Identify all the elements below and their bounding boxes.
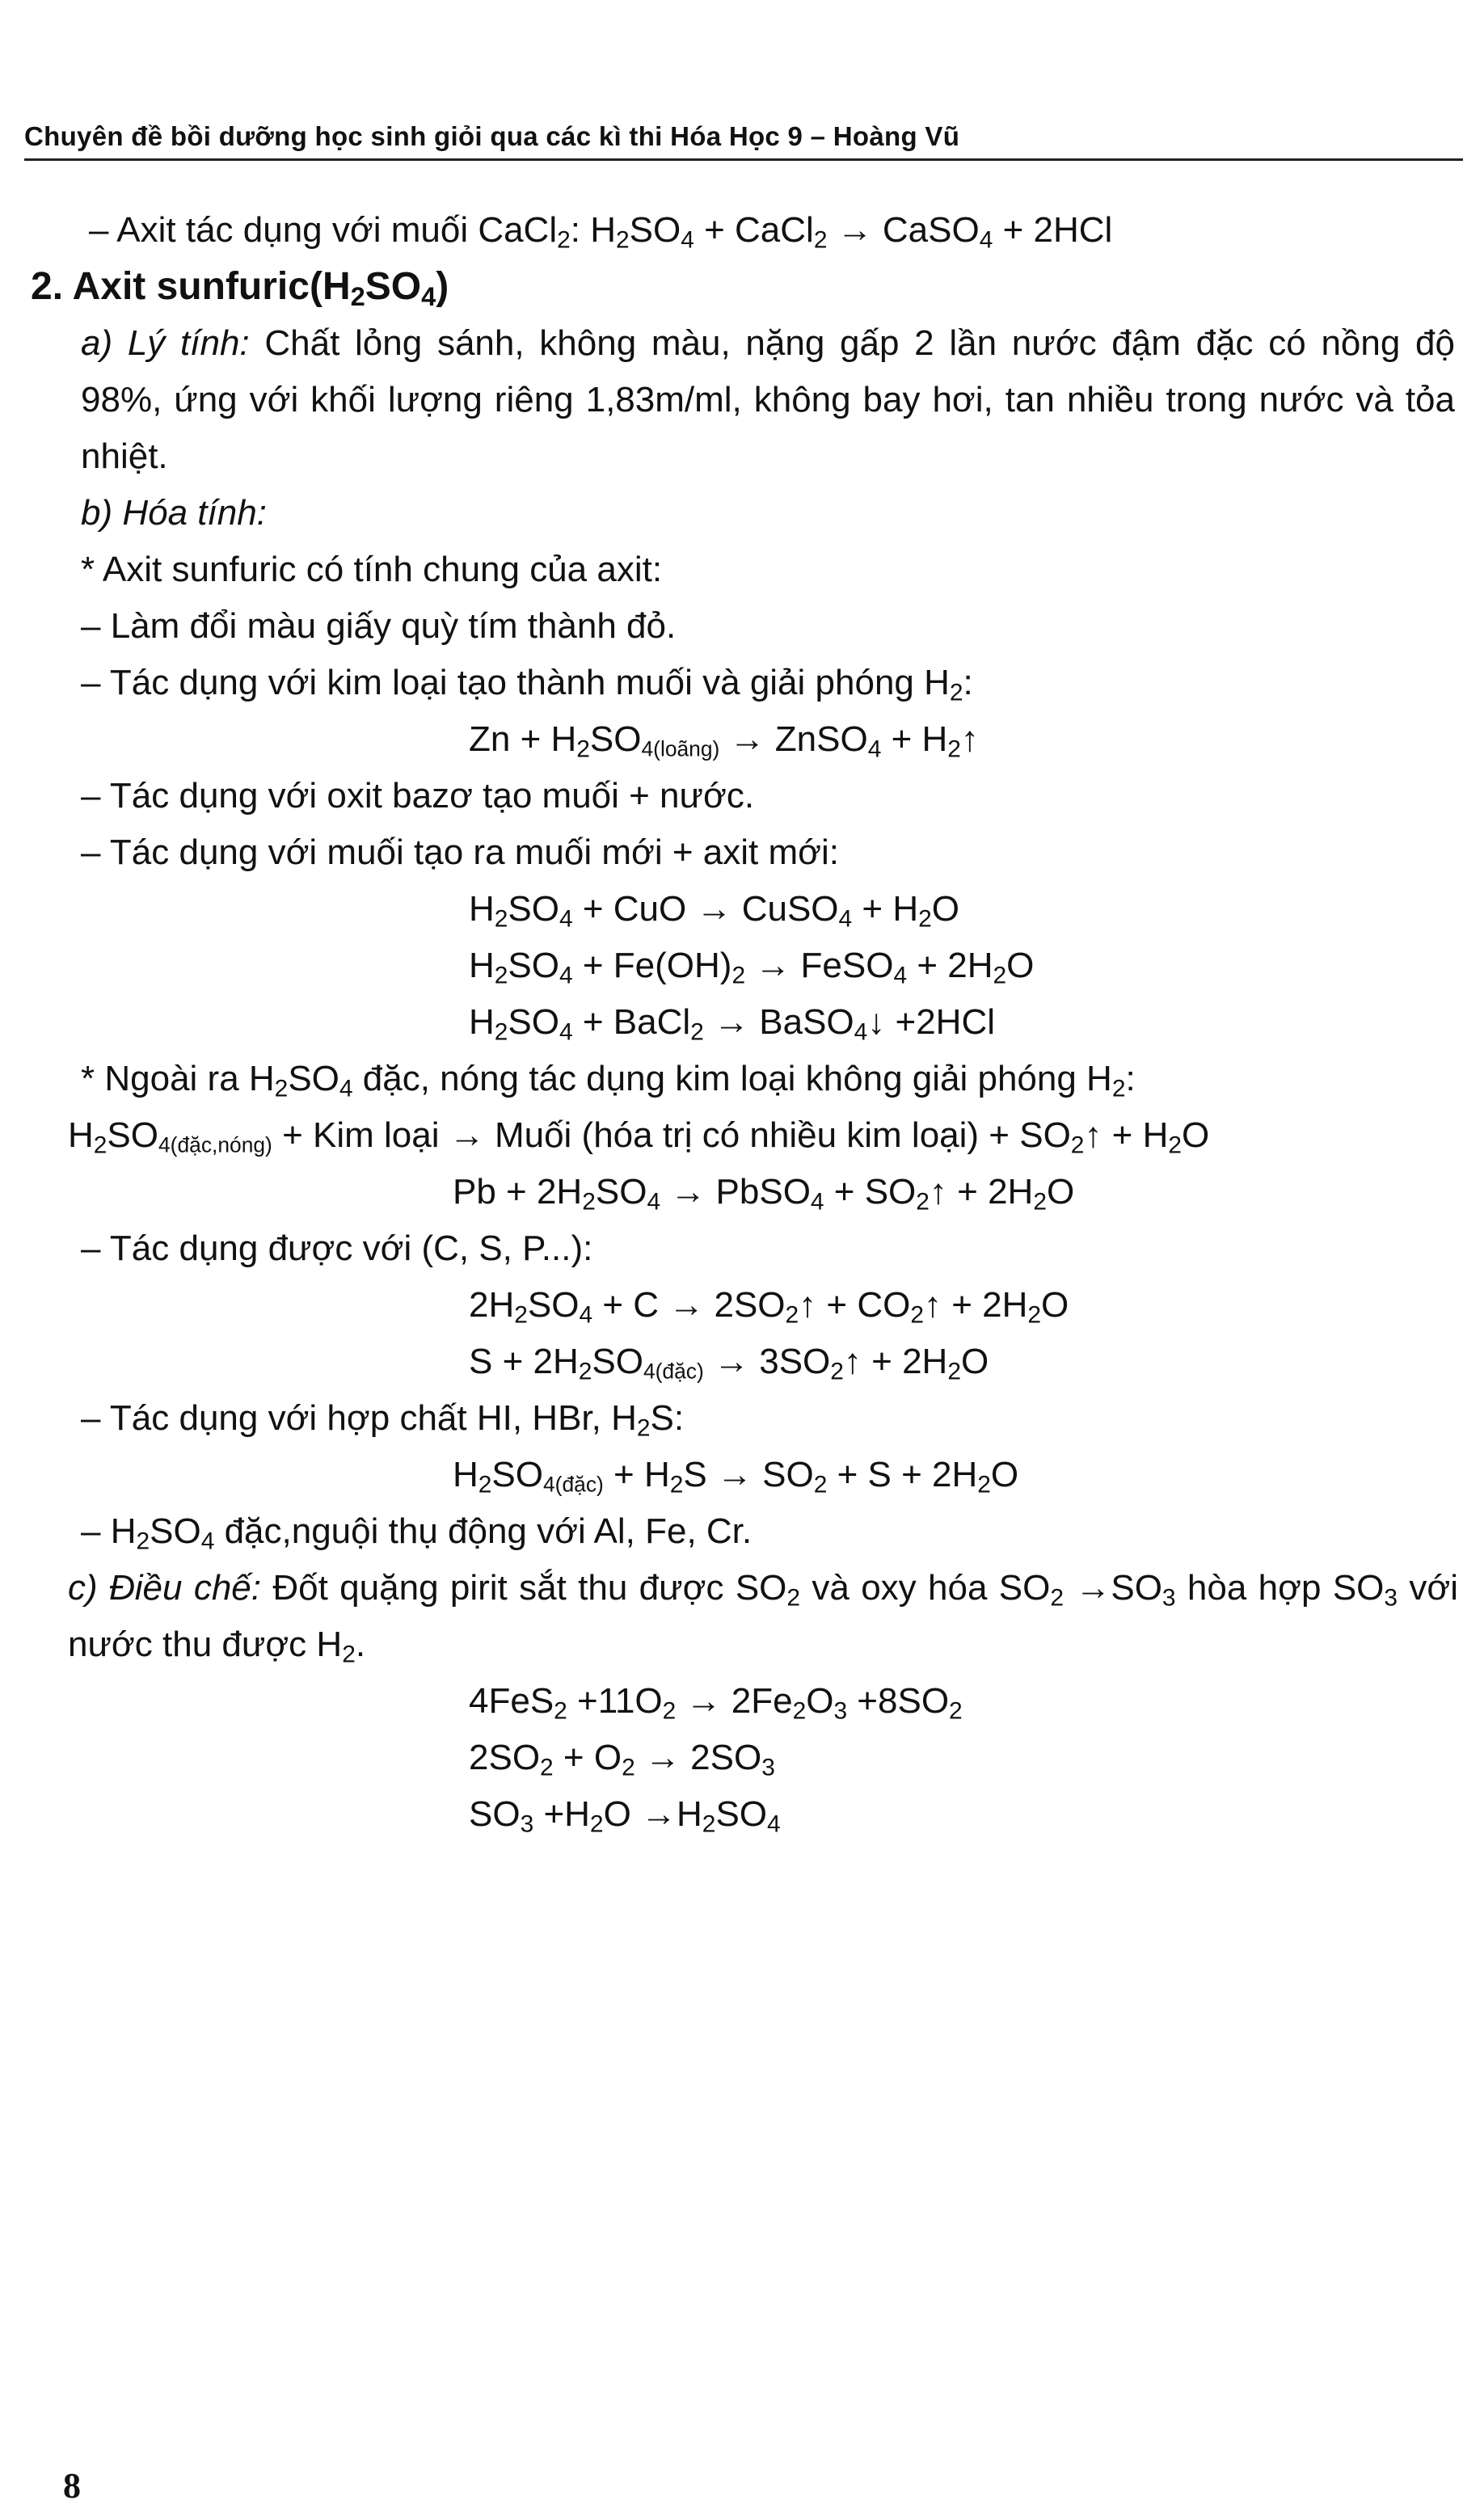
text-line-salt: – Tác dụng với muối tạo ra muối mới + axit mới: bbox=[81, 832, 839, 872]
equation-feoh2: $H_2SO_4 + Fe(OH)_2$ → FeSO$_4$ + $2H_2O$ bbox=[469, 946, 1035, 989]
subsection-label-a: a) Lý tính: bbox=[81, 323, 250, 363]
page-number: 8 bbox=[63, 2466, 81, 2506]
text-line-metal: – Tác dụng với kim loại tạo thành muối và giải phóng $H_2$: bbox=[81, 663, 973, 706]
equation-general-metal: $H_2SO_{4(đặc,nóng)}$ + Kim loại → Muối (hóa trị có nhiều kim loại) + $SO_2$ ↑ + $H_2O$ bbox=[68, 1107, 1458, 1164]
equation-so3: $2SO_2 + O_2 \to 2SO_3$ bbox=[469, 1738, 775, 1781]
equation-pb: $Pb + 2H_2SO_4$ → PbSO$_4$ + $SO_2$ ↑ + $2H_2O$ bbox=[81, 1164, 1455, 1220]
equation-h2so4: $SO_3 +H_2O \to H_2SO_4$ bbox=[469, 1794, 781, 1838]
section-heading: 2. Axit $sunfuric(H_2SO_4)$ bbox=[31, 265, 449, 312]
text-line-compounds: – Tác dụng với hợp chất HI, HBr, $H_2S$: bbox=[81, 1398, 685, 1442]
text-line-general: * Axit sunfuric có tính chung của axit: bbox=[81, 550, 663, 589]
equation-sulfur: $S + 2H_2SO_{4(đặc)} \to 3SO_2$ ↑ + $2H_2O$ bbox=[81, 1334, 1455, 1390]
header-divider bbox=[24, 158, 1463, 161]
text-line-litmus: – Làm đổi màu giấy quỳ tím thành đỏ. bbox=[81, 606, 677, 646]
equation-cuo: $H_2SO_4$ + CuO → CuSO$_4$ + $H_2O$ bbox=[469, 889, 959, 933]
text-line-oxide: – Tác dụng với oxit bazơ tạo muối + nước. bbox=[81, 776, 755, 816]
subsection-label-b: b) Hóa tính: bbox=[81, 493, 267, 533]
physical-properties-paragraph: a) Lý tính: Chất lỏng sánh, không màu, nặng gấp 2 lần nước đậm đặc có nồng độ 98%, ứng với khối lượng riêng 1,83m/ml, không bay hơi, tan nhiều trong nước và tỏa nhiệt. bbox=[81, 323, 1455, 476]
subsection-label-c: c) Điều chế: bbox=[68, 1568, 262, 1608]
preparation-paragraph: c) Điều chế: Đốt quặng pirit sắt thu được $SO_2$ và oxy hóa $SO_2 \to SO_3$ hòa hợp $SO_3$ với nước thu được $H_2$. bbox=[68, 1568, 1459, 1668]
running-header: Chuyên đề bồi dưỡng học sinh giỏi qua các kì thi Hóa Học 9 – Hoàng Vũ bbox=[24, 121, 960, 151]
text-line-passive: – $H_2SO_4$ đặc,nguội thụ động với Al, Fe, Cr. bbox=[81, 1511, 753, 1555]
page-content bbox=[31, 202, 1459, 1843]
equation-pyrite: $4FeS_2 +11O_2 \to 2Fe_2O_3 +8SO_2$ bbox=[469, 1681, 963, 1725]
equation-bacl2: $H_2SO_4$ + BaCl$_2$ → BaSO$_4$ ↓ +2HCl bbox=[81, 994, 1455, 1051]
equation-zn: $Zn + H_2SO_{4(loãng)}$ → ZnSO$_4$ + $H_2$ ↑ bbox=[81, 711, 1455, 768]
text-line-nonmetal: – Tác dụng được với (C, S, P...): bbox=[81, 1229, 593, 1268]
equation-h2s: $H_2SO_{4(đặc)} + H_2S \to SO_2 + S + 2H_2O$ bbox=[453, 1455, 1019, 1498]
equation-carbon: $2H_2SO_4 + C \to 2SO_2$ ↑ + $CO_2$ ↑ + $2H_2O$ bbox=[81, 1277, 1455, 1334]
text-line-acid-salt: – Axit tác dụng với muối CaCl$_2$: $H_2SO_4$ + CaCl$_2$ → CaSO$_4$ + 2HCl bbox=[89, 210, 1113, 254]
text-line-concentrated: * Ngoài ra $H_2SO_4$ đặc, nóng tác dụng kim loại không giải phóng $H_2$: bbox=[81, 1059, 1136, 1102]
